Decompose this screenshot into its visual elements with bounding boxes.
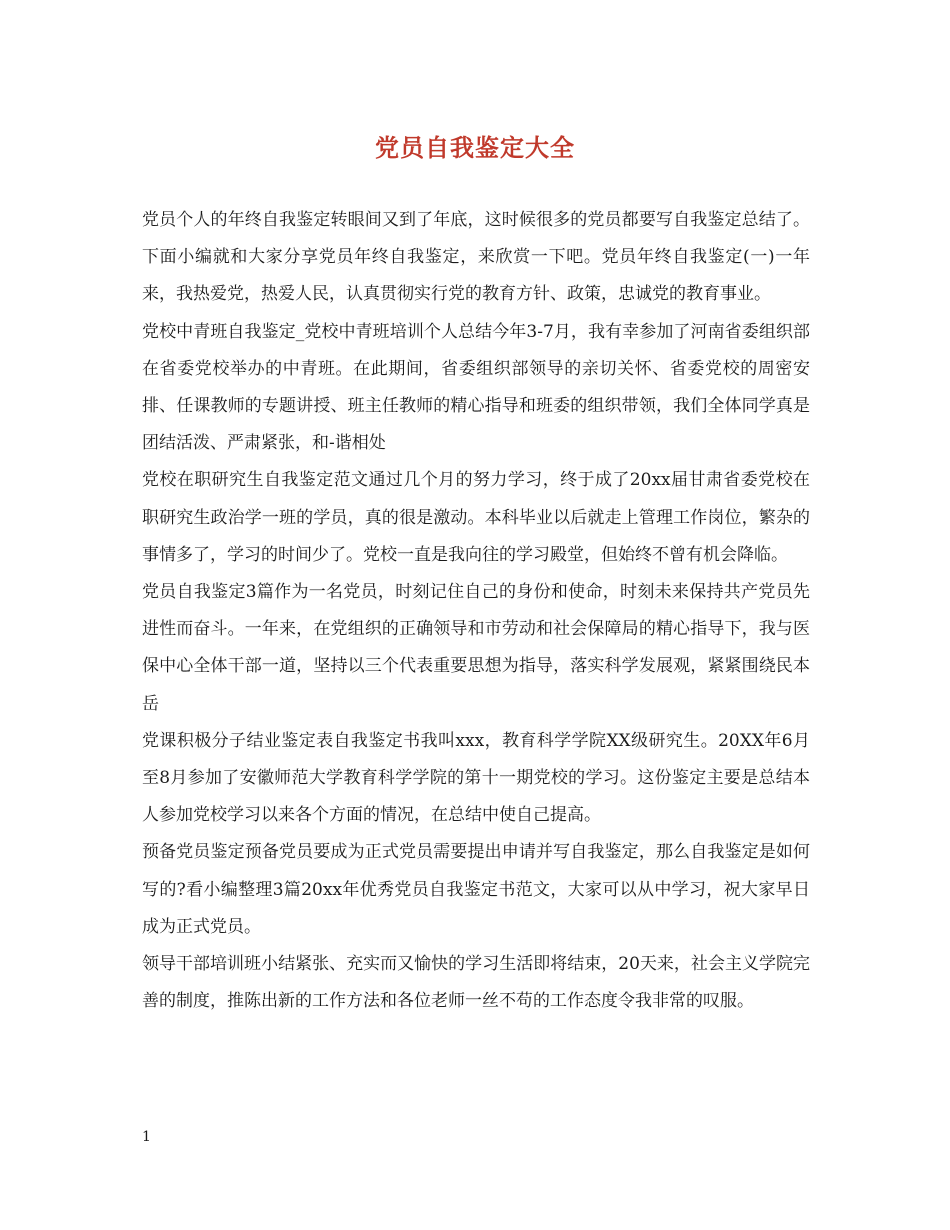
page-number: 1 bbox=[142, 1129, 151, 1145]
paragraph-6: 预备党员鉴定预备党员要成为正式党员需要提出申请并写自我鉴定，那么自我鉴定是如何写的?看小编整理3篇20xx年优秀党员自我鉴定书范文，大家可以从中学习，祝大家早日成为正式党员。 bbox=[142, 842, 810, 937]
paragraph-5: 党课积极分子结业鉴定表自我鉴定书我叫xxx，教育科学学院XX级研究生。20XX年6月至8月参加了安徽师范大学教育科学学院的第十一期党校的学习。这份鉴定主要是总结本人参加党校学习以来各个方面的情况，在总结中使自己提高。 bbox=[142, 730, 810, 826]
paragraph-4: 党员自我鉴定3篇作为一名党员，时刻记住自己的身份和使命，时刻未来保持共产党员先进性而奋斗。一年来，在党组织的正确领导和市劳动和社会保障局的精心指导下，我与医保中心全体干部一道，坚持以三个代表重要思想为指导，落实科学发展观，紧紧围绕民本岳 bbox=[142, 582, 810, 714]
paragraph-1: 党员个人的年终自我鉴定转眼间又到了年底，这时候很多的党员都要写自我鉴定总结了。下面小编就和大家分享党员年终自我鉴定，来欣赏一下吧。党员年终自我鉴定(一)一年来，我热爱党，热爱人民，认真贯彻实行党的教育方针、政策，忠诚党的教育事业。 bbox=[142, 210, 810, 305]
paragraph-2: 党校中青班自我鉴定_党校中青班培训个人总结今年3-7月，我有幸参加了河南省委组织部在省委党校举办的中青班。在此期间，省委组织部领导的亲切关怀、省委党校的周密安排、任课教师的专题讲授、班主任教师的精心指导和班委的组织带领，我们全体同学真是团结活泼、严肃紧张，和-谐相处 bbox=[142, 321, 810, 454]
document-body bbox=[142, 202, 810, 1020]
document-title: 党员自我鉴定大全 bbox=[375, 133, 575, 162]
paragraph-3: 党校在职研究生自我鉴定范文通过几个月的努力学习，终于成了20xx届甘肃省委党校在职研究生政治学一班的学员，真的很是激动。本科毕业以后就走上管理工作岗位，繁杂的事情多了，学习的时间少了。党校一直是我向往的学习殿堂，但始终不曾有机会降临。 bbox=[142, 470, 810, 565]
paragraph-7: 领导干部培训班小结紧张、充实而又愉快的学习生活即将结束，20天来，社会主义学院完善的制度，推陈出新的工作方法和各位老师一丝不苟的工作态度令我非常的叹服。 bbox=[142, 954, 810, 1012]
